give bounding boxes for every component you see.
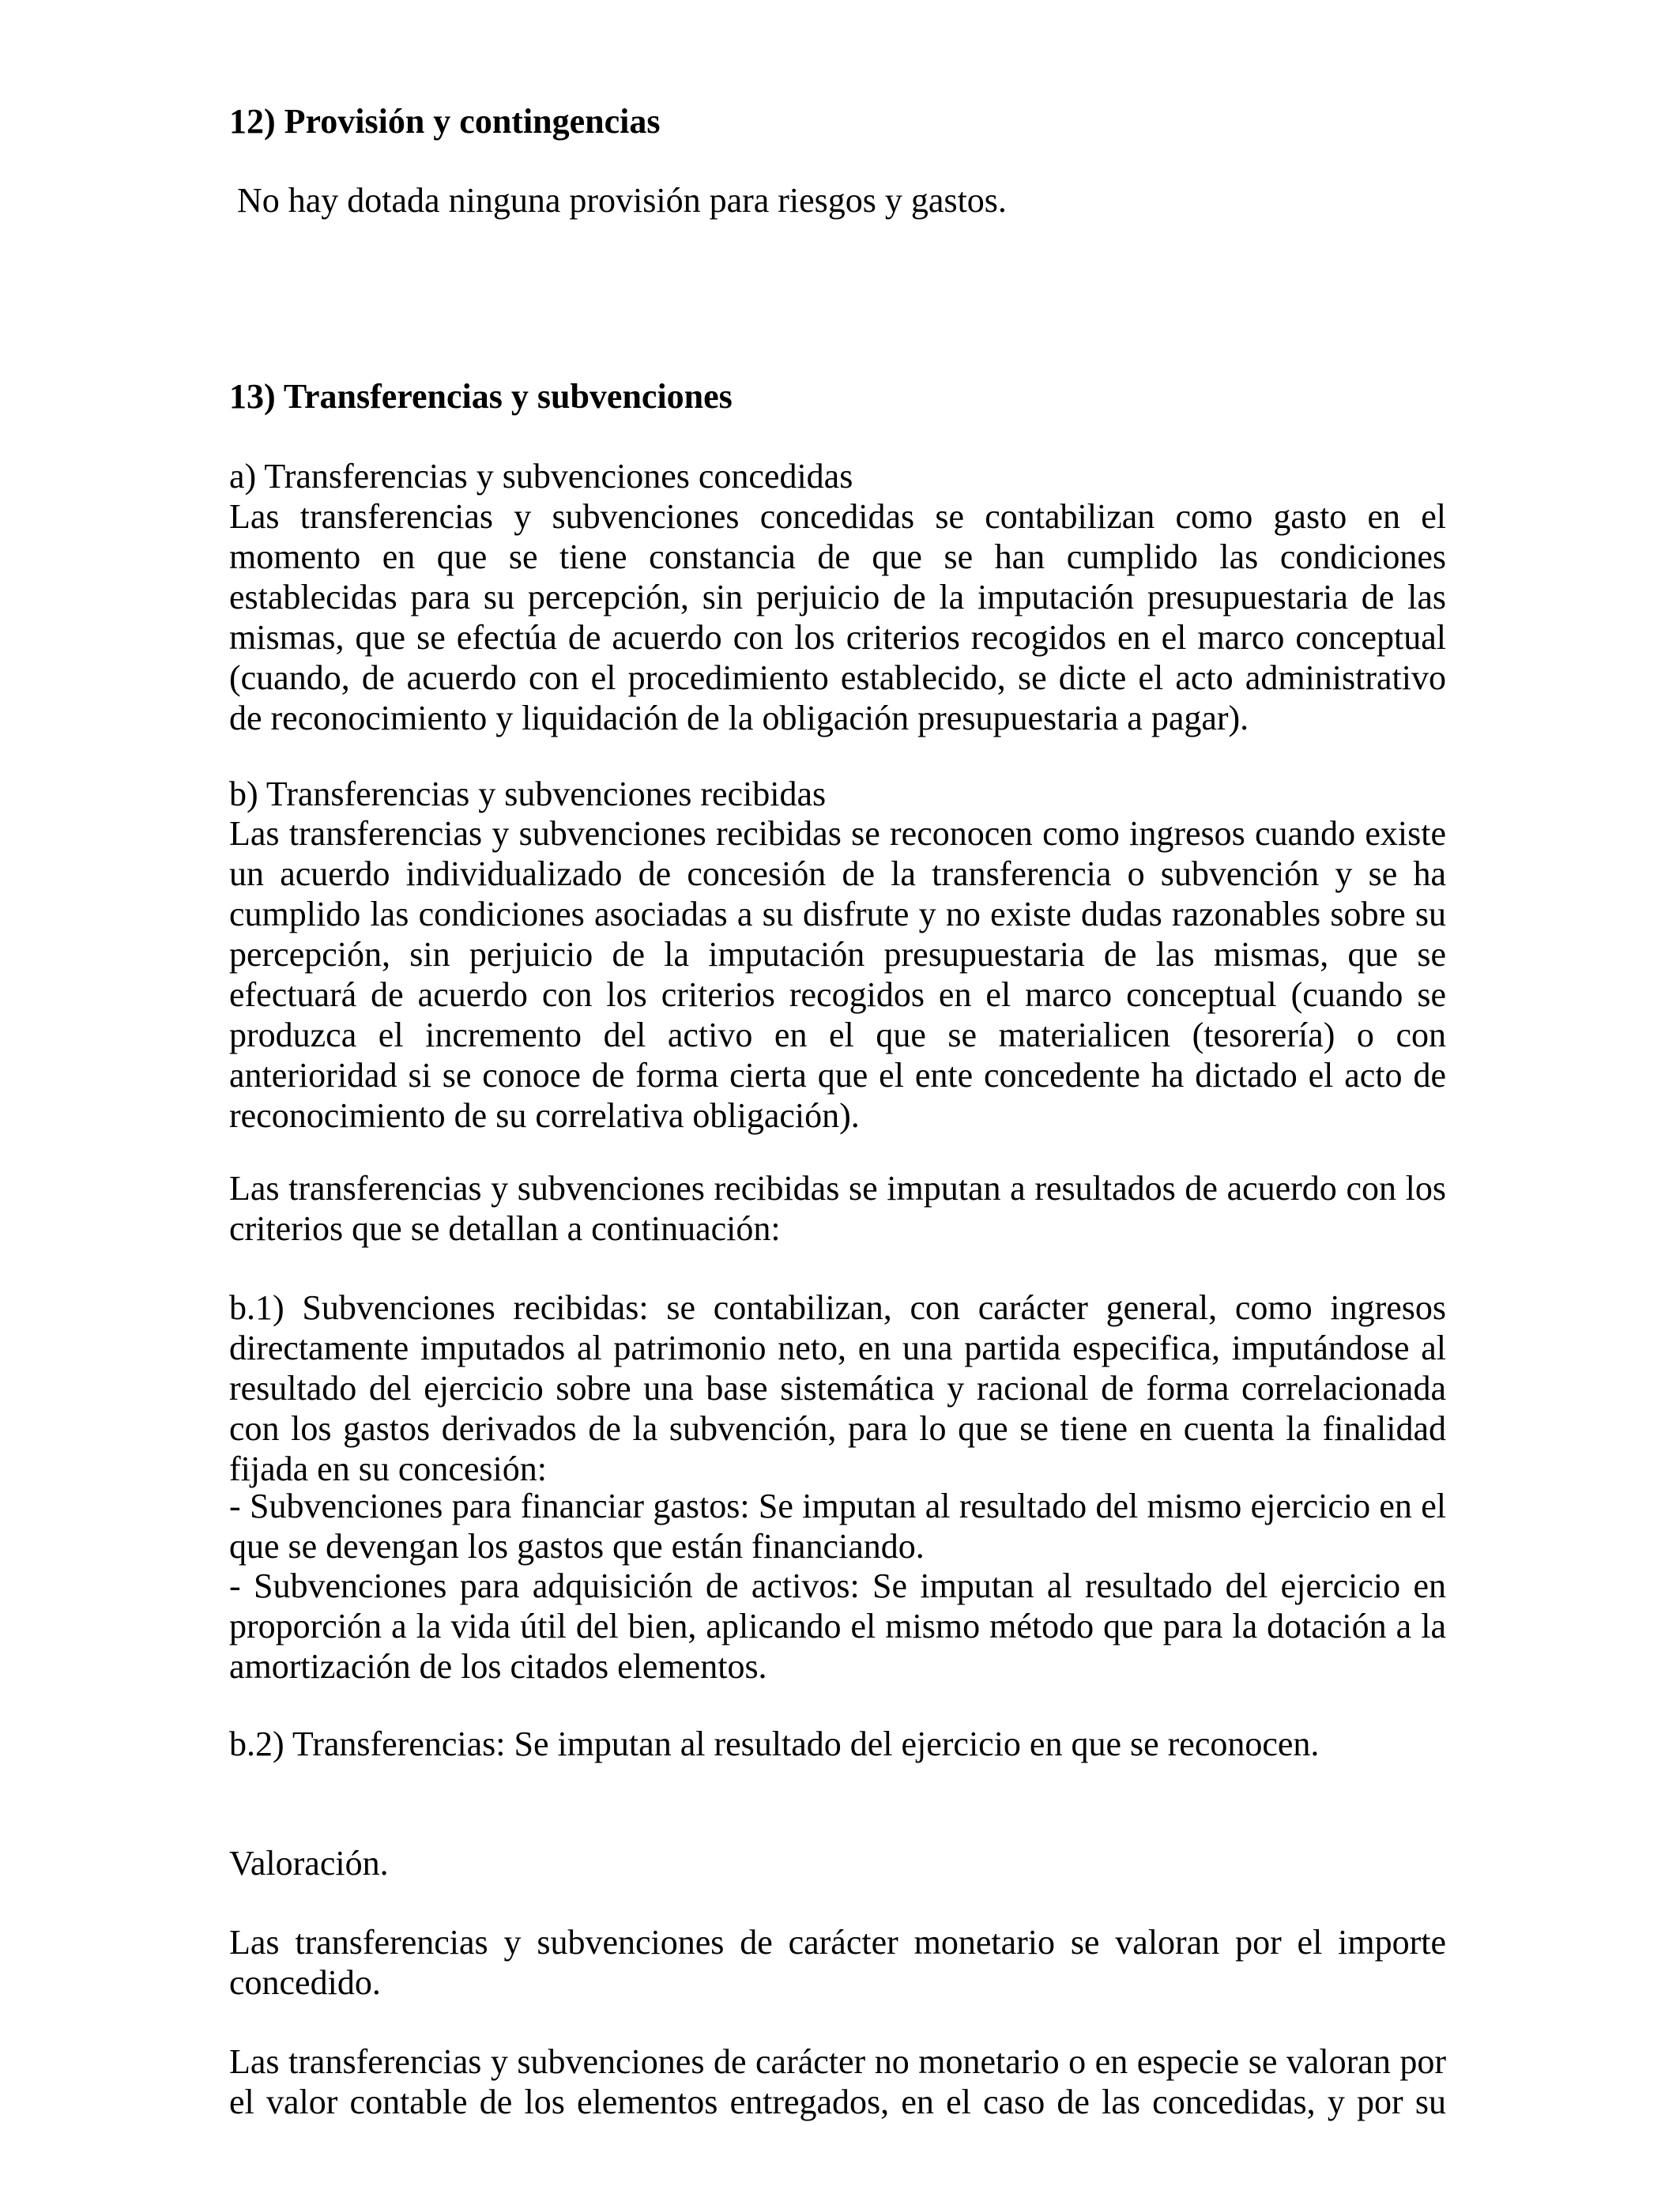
subsection-a-paragraph: Las transferencias y subvenciones concedidas se contabilizan como gasto en el momento en que se tiene constancia de que se han cumplido las condiciones establecidas para su percepción, sin perjuicio de la imputación presupuestaria de las mismas, que se efectúa de acuerdo con los criterios recogidos en el marco conceptual (cuando, de acuerdo con el procedimiento establecido, se dicte el acto administrativo de reconocimiento y liquidación de la obligación presupuestaria a pagar). [229,497,1446,737]
section-13-heading: 13) Transferencias y subvenciones [229,377,733,416]
imputation-paragraph: Las transferencias y subvenciones recibidas se imputan a resultados de acuerdo con los criterios que se detallan a continuación: [229,1169,1446,1248]
valoracion-paragraph-2 [229,2041,1446,2122]
subsection-b-paragraph: Las transferencias y subvenciones recibidas se reconocen como ingresos cuando existe un acuerdo individualizado de concesión de la transferencia o subvención y se ha cumplido las condiciones asociadas a su disfrute y no existe dudas razonables sobre su percepción, sin perjuicio de la imputación presupuestaria de las mismas, que se efectuará de acuerdo con los criterios recogidos en el marco conceptual (cuando se produzca el incremento del activo en el que se materialicen (tesorería) o con anterioridad si se conoce de forma cierta que el ente concedente ha dictado el acto de reconocimiento de su correlativa obligación). [229,814,1446,1135]
subsection-b-title: b) Transferencias y subvenciones recibidas [229,775,827,813]
valoracion-title: Valoración. [229,1844,389,1883]
subsection-a-title: a) Transferencias y subvenciones concedidas [229,457,853,496]
text-line: Las transferencias y subvenciones de carácter no monetario o en especie se valoran por [229,2042,1446,2081]
b1-paragraph: b.1) Subvenciones recibidas: se contabilizan, con carácter general, como ingresos directamente imputados al patrimonio neto, en una partida especifica, imputándose al resultado del ejercicio sobre una base sistemática y racional de forma correlacionada con los gastos derivados de la subvención, para lo que se tiene en cuenta la finalidad fijada en su concesión: [229,1288,1446,1488]
b2-paragraph: b.2) Transferencias: Se imputan al resultado del ejercicio en que se reconocen. [229,1725,1320,1763]
text-line: el valor contable de los elementos entregados, en el caso de las concedidas, y por su [229,2083,1446,2121]
b1-list-item: - Subvenciones para adquisición de activos: Se imputan al resultado del ejercicio en proporción a la vida útil del bien, aplicando el mismo método que para la dotación a la amortización de los citados elementos. [229,1566,1446,1686]
section-12-heading: 12) Provisión y contingencias [229,102,661,141]
b1-list-item: - Subvenciones para financiar gastos: Se imputan al resultado del mismo ejercicio en el que se devengan los gastos que están financiando. [229,1487,1446,1566]
valoracion-paragraph: Las transferencias y subvenciones de carácter monetario se valoran por el importe concedido. [229,1923,1446,2002]
section-12-text: No hay dotada ninguna provisión para riesgos y gastos. [237,181,1007,220]
